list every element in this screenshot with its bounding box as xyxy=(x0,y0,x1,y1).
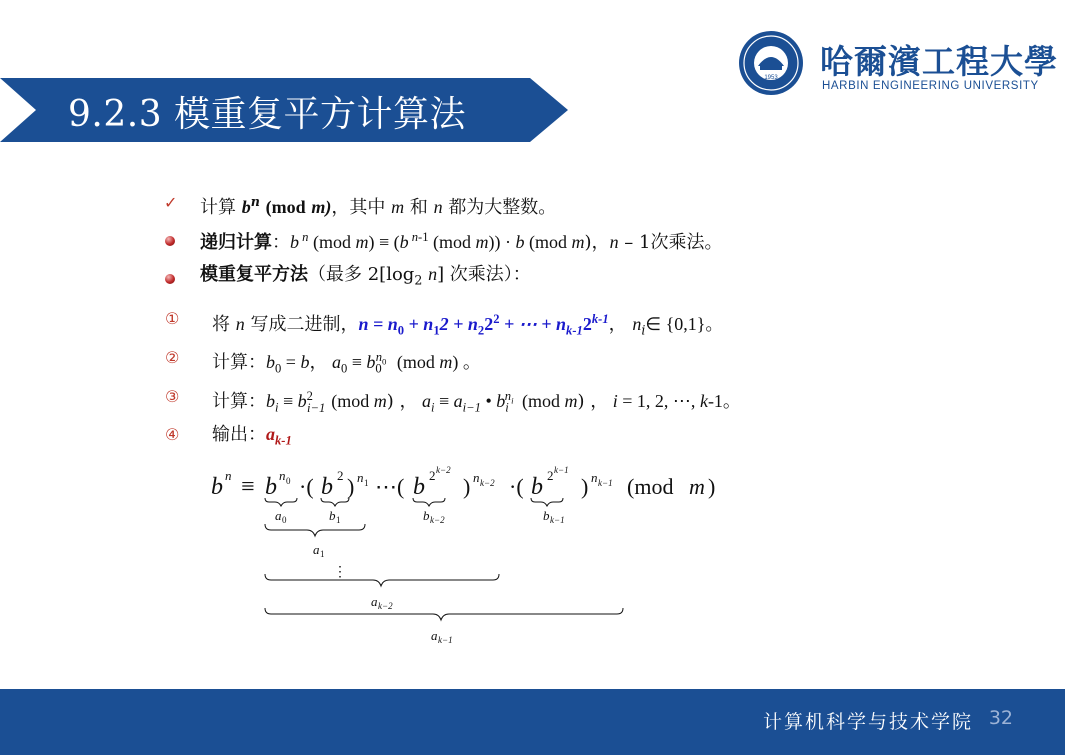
footer-bar xyxy=(0,689,1065,755)
formula-equiv: ≡ xyxy=(241,474,255,500)
exponent-formula xyxy=(205,462,735,652)
label-ak2: a xyxy=(371,594,378,609)
label-ak1: a xyxy=(431,628,438,643)
label-a1: a xyxy=(313,542,320,557)
formula-t2-exp: n xyxy=(357,470,364,485)
label-bk2-sub: k−2 xyxy=(430,515,445,525)
formula-t2-expsub: 1 xyxy=(364,478,369,488)
university-logo xyxy=(738,30,1058,98)
logo-chinese-name: 哈爾濱工程大學 xyxy=(820,42,1058,81)
formula-lhs-n: n xyxy=(225,468,232,483)
university-seal-icon xyxy=(738,30,804,96)
bullet-ball-icon xyxy=(165,274,175,284)
step-number-4: ④ xyxy=(165,425,180,444)
underbrace-ak1 xyxy=(265,608,623,620)
formula-t3-expsub: k−2 xyxy=(480,478,495,488)
line-2: 递归计算：b $^n$ (mod m) ≡ (b $^{n-1}$ (mod m)) · b (mod m)，n – 1次乘法。 xyxy=(200,230,723,253)
formula-t2-sup: 2 xyxy=(337,468,344,483)
formula-mod: (mod xyxy=(627,474,674,499)
underbrace-a1 xyxy=(265,524,365,536)
page-title: 9.2.3 模重复平方计算法 xyxy=(68,94,467,135)
formula-t1-sup: n xyxy=(279,468,286,483)
formula-t4-sup: 2 xyxy=(547,468,554,483)
label-a1-sub: 1 xyxy=(320,549,325,559)
label-b1-sub: 1 xyxy=(336,515,341,525)
formula-t4-b: b xyxy=(531,474,543,500)
line-7: 输出：$a_{k-1}$ xyxy=(212,424,292,448)
line-4: 将 n 写成二进制，$n = n_0 + n_12 + n_22^2$ + ⋯ + $n_{k-1}2^{k-1}$， $n_i\in$ {0,1}。 xyxy=(212,312,724,338)
line-3: 模重复平方法（最多 $2[\log_2$ n] 次乘法）： xyxy=(200,264,531,288)
formula-t2-b: b xyxy=(321,474,333,500)
formula-t3-exp: n xyxy=(473,470,480,485)
formula-t2-close: ) xyxy=(347,474,355,499)
formula-t3-b: b xyxy=(413,474,425,500)
logo-english-name: HARBIN ENGINEERING UNIVERSITY xyxy=(822,80,1039,92)
formula-t4-exp: n xyxy=(591,470,598,485)
formula-t1-supsub: 0 xyxy=(286,476,291,486)
underbrace-ak2 xyxy=(265,574,499,586)
step-number-2: ② xyxy=(165,348,180,367)
step-number-3: ③ xyxy=(165,387,180,406)
line-6: 计算：$b_i \equiv b^2_{i-1}$ (mod m) ， $a_i \equiv a_{i-1}$ • $b_i^{n_i}$ (mod m) ， i = 1, 2, ⋯, k-1。 xyxy=(212,389,741,415)
formula-dots: ⋯( xyxy=(375,474,405,499)
formula-svg xyxy=(205,462,735,652)
line-1: 计算 $b^n$ (mod m)，其中 m 和 n 都为大整数。 xyxy=(200,194,557,218)
formula-dot4: ·( xyxy=(509,474,524,499)
step-number-1: ① xyxy=(165,309,180,328)
formula-t4-expsub: k−1 xyxy=(598,478,613,488)
formula-t3-supsup: k−2 xyxy=(436,465,451,475)
checkmark-icon: ✓ xyxy=(164,193,178,212)
footer-school-name: 计算机科学与技术学院 xyxy=(762,711,973,733)
formula-t3-close: ) xyxy=(463,474,471,499)
label-bk1-sub: k−1 xyxy=(550,515,565,525)
label-ak1-sub: k−1 xyxy=(438,635,453,645)
formula-t1-b: b xyxy=(265,474,277,500)
formula-dot1: ·( xyxy=(299,474,314,499)
formula-t3-sup: 2 xyxy=(429,468,436,483)
formula-mod-close: ) xyxy=(708,474,716,499)
line-5: 计算：$b_0 = b$， $a_0 \equiv b_0^{n_0}$ (mod m) 。 xyxy=(212,350,481,376)
label-a0-sub: 0 xyxy=(282,515,287,525)
label-bk2: b xyxy=(423,508,430,523)
label-bk1: b xyxy=(543,508,550,523)
formula-t4-supsup: k−1 xyxy=(554,465,569,475)
label-vdots: ⋮ xyxy=(333,565,347,580)
formula-m: m xyxy=(689,474,705,499)
label-b1: b xyxy=(329,508,336,523)
formula-lhs-b: b xyxy=(211,474,223,500)
seal-year: 1953 xyxy=(764,75,778,81)
label-a0: a xyxy=(275,508,282,523)
label-ak2-sub: k−2 xyxy=(378,601,393,611)
bullet-ball-icon xyxy=(165,236,175,246)
formula-t4-close: ) xyxy=(581,474,589,499)
page-number: 32 xyxy=(988,707,1013,729)
